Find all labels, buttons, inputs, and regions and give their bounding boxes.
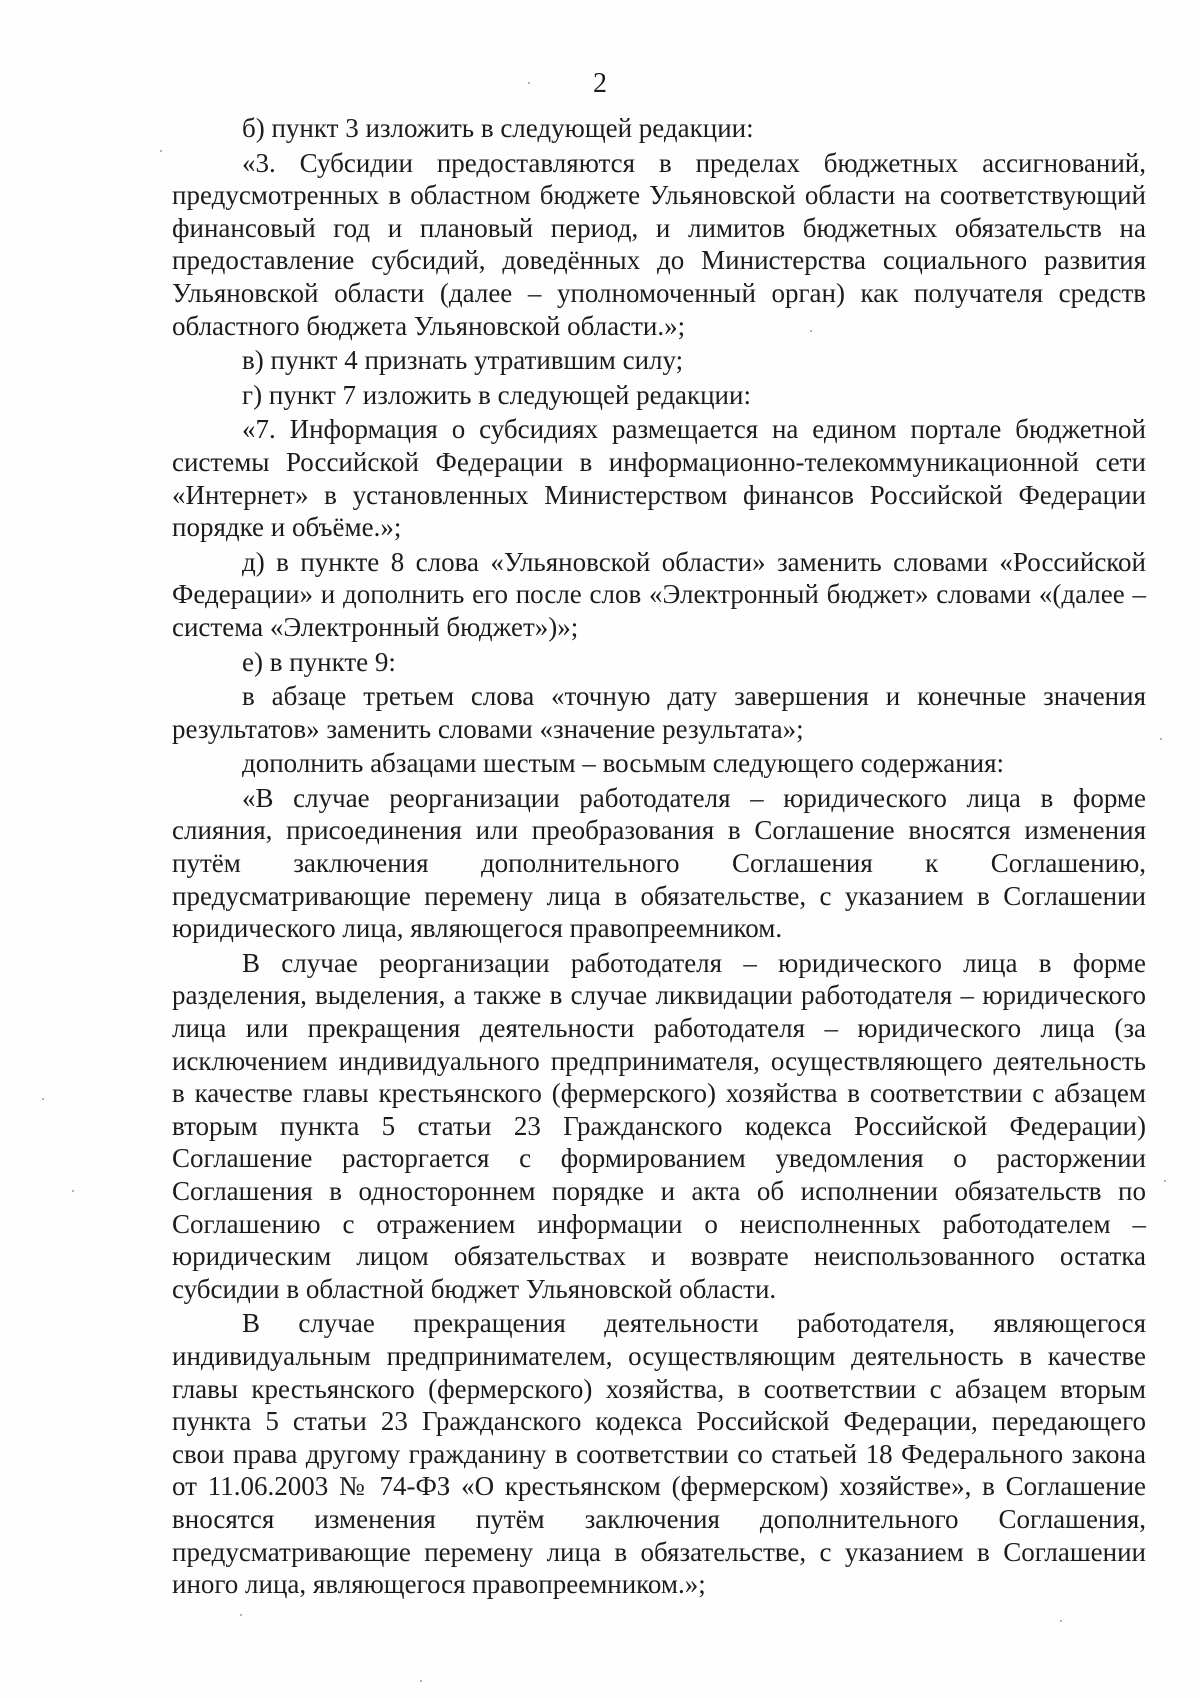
paragraph-item-7-text: «7. Информация о субсидиях размещается на едином портале бюджетной системы Российской Федерации в информационно-телекоммуникационной сети «Интернет» в установленных Министерством финансов Российской Федерации порядке и объёме.»; <box>172 414 1146 543</box>
page-number: 2 <box>593 68 607 99</box>
scan-speck <box>1164 1180 1166 1182</box>
scan-speck <box>1160 738 1162 740</box>
document-body <box>172 112 1146 1601</box>
scan-speck <box>160 150 162 152</box>
paragraph-reorganization-merger: «В случае реорганизации работодателя – юридического лица в форме слияния, присоединения или преобразования в Соглашение вносятся изменения путём заключения дополнительного Соглашения к Соглашению, предусматривающие перемену лица в обязательстве, с указанием в Соглашении юридического лица, являющегося правопреемником. <box>172 782 1146 944</box>
scan-speck <box>72 1190 74 1192</box>
paragraph-item-3-text: «3. Субсидии предоставляются в пределах бюджетных ассигнований, предусмотренных в областном бюджете Ульяновской области на соответствующий финансовый год и плановый период, и лимитов бюджетных обязательств на предоставление субсидий, доведённых до Министерства социального развития Ульяновской области (далее – уполномоченный орган) как получателя средств областного бюджета Ульяновской области.»; <box>172 147 1146 341</box>
paragraph-entrepreneur-termination: В случае прекращения деятельности работодателя, являющегося индивидуальным предпринимателем, осуществляющим деятельность в качестве главы крестьянского (фермерского) хозяйства, в соответствии с абзацем вторым пункта 5 статьи 23 Гражданского кодекса Российской Федерации, передающего свои права другому гражданину в соответствии со статьей 18 Федерального закона от 11.06.2003 № 74-ФЗ «О крестьянском (фермерском) хозяйстве», в Соглашение вносятся изменения путём заключения дополнительного Соглашения, предусматривающие перемену лица в обязательстве, с указанием в Соглашении иного лица, являющегося правопреемником.»; <box>172 1308 1146 1600</box>
paragraph-d: д) в пункте 8 слова «Ульяновской области» заменить словами «Российской Федерации» и дополнить его после слов «Электронный бюджет» словами «(далее – система «Электронный бюджет»)»; <box>172 546 1146 642</box>
paragraph-reorganization-division: В случае реорганизации работодателя – юридического лица в форме разделения, выделения, а также в случае ликвидации работодателя – юридического лица или прекращения деятельности работодателя – юридического лица (за исключением индивидуального предпринимателя, осуществляющего деятельность в качестве главы крестьянского (фермерского) хозяйства в соответствии с абзацем вторым пункта 5 статьи 23 Гражданского кодекса Российской Федерации) Соглашение расторгается с формированием уведомления о расторжении Соглашения в одностороннем порядке и акта об исполнении обязательств по Соглашению с отражением информации о неисполненных работодателем – юридическим лицом обязательствах и возврате неиспользованного остатка субсидии в областной бюджет Ульяновской области. <box>172 947 1146 1304</box>
paragraph-v: в) пункт 4 признать утратившим силу; <box>242 345 684 376</box>
scan-speck <box>1060 1620 1062 1622</box>
scan-speck <box>528 82 530 84</box>
paragraph-e-abzac-3: в абзаце третьем слова «точную дату завершения и конечные значения результатов» заменить словами «значение результата»; <box>172 681 1146 744</box>
paragraph-e: е) в пункте 9: <box>242 646 396 677</box>
scan-speck <box>810 330 812 332</box>
scan-speck <box>240 1614 242 1616</box>
paragraph-g: г) пункт 7 изложить в следующей редакции: <box>242 379 751 410</box>
paragraph-b: б) пункт 3 изложить в следующей редакции: <box>242 113 754 143</box>
scan-speck <box>420 1680 422 1682</box>
paragraph-e-add: дополнить абзацами шестым – восьмым следующего содержания: <box>242 748 1005 779</box>
scan-speck <box>42 1098 44 1100</box>
